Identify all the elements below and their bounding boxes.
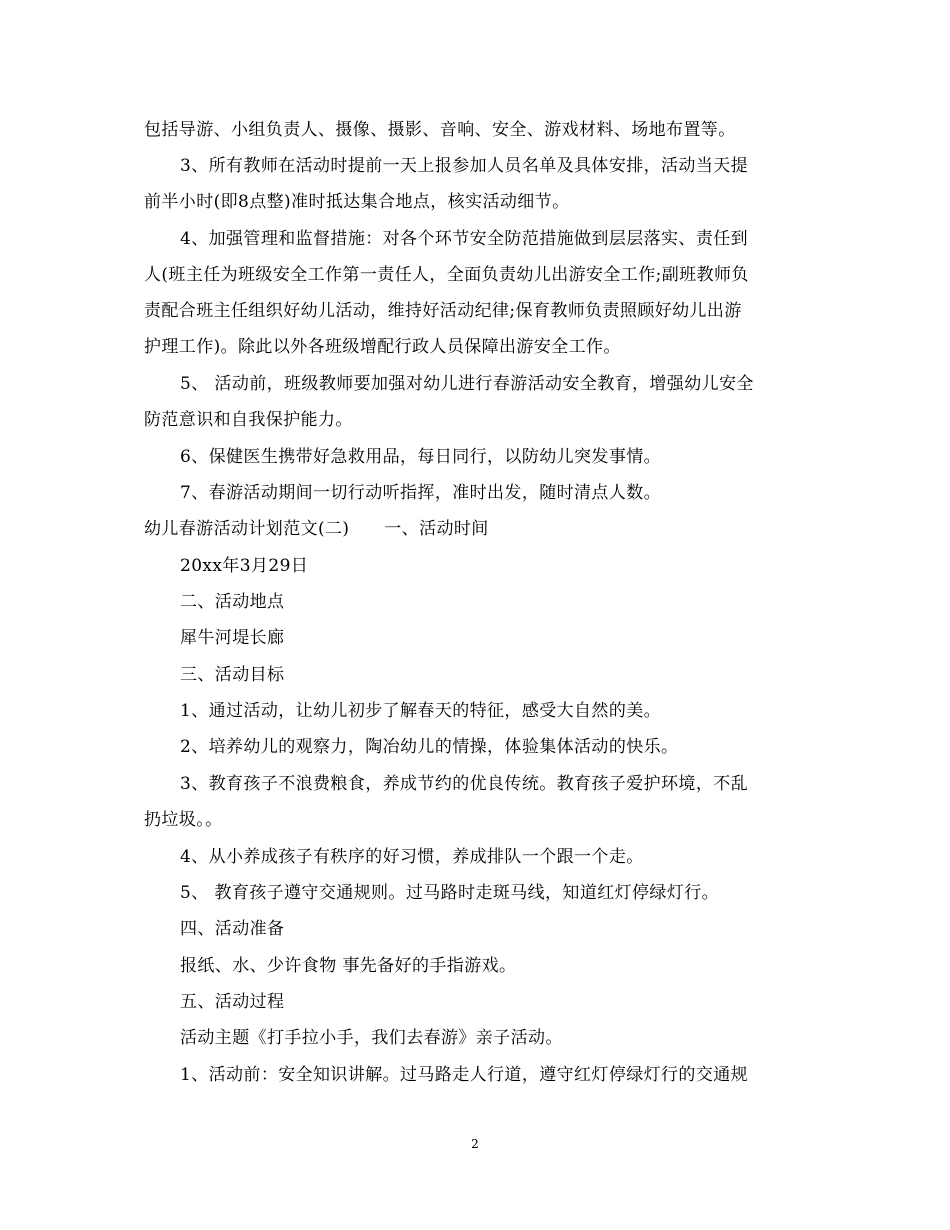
body-text-line: 6、保健医生携带好急救用品，每日同行，以防幼儿突发事情。 [180, 447, 662, 467]
body-text-line: 4、从小养成孩子有秩序的好习惯，养成排队一个跟一个走。 [180, 847, 644, 867]
body-text-line: 活动主题《打手拉小手，我们去春游》亲子活动。 [180, 1028, 563, 1048]
body-text-line: 2、培养幼儿的观察力，陶冶幼儿的情操，体验集体活动的快乐。 [180, 737, 679, 757]
body-text-line: 包括导游、小组负责人、摄像、摄影、音响、安全、游戏材料、场地布置等。 [144, 120, 736, 140]
body-text-line: 5、 活动前，班级教师要加强对幼儿进行春游活动安全教育，增强幼儿安全 [180, 374, 754, 394]
body-text-line: 防范意识和自我保护能力。 [144, 410, 353, 430]
body-text-line: 犀牛河堤长廊 [180, 628, 285, 648]
body-text-line: 20xx年3月29日 [180, 556, 309, 576]
body-text-line: 1、通过活动，让幼儿初步了解春天的特征，感受大自然的美。 [180, 701, 662, 721]
body-text-line: 扔垃圾。。 [144, 810, 223, 830]
body-text-line: 报纸、水、少许食物 事先备好的手指游戏。 [180, 956, 517, 976]
section-heading-line: 四、活动准备 [180, 919, 285, 939]
body-text-line: 人(班主任为班级安全工作第一责任人，全面负责幼儿出游安全工作;副班教师负 [144, 265, 749, 285]
body-text-line: 7、春游活动期间一切行动听指挥，准时出发，随时清点人数。 [180, 483, 662, 503]
body-text-line: 前半小时(即8点整)准时抵达集合地点，核实活动细节。 [144, 192, 570, 212]
section-heading-line: 二、活动地点 [180, 592, 285, 612]
body-text-line: 责配合班主任组织好幼儿活动，维持好活动纪律;保育教师负责照顾好幼儿出游 [144, 301, 742, 321]
body-text-line: 护理工作)。除此以外各班级增配行政人员保障出游安全工作。 [144, 337, 621, 357]
body-text-line: 5、 教育孩子遵守交通规则。过马路时走斑马线，知道红灯停绿灯行。 [180, 883, 720, 903]
section-heading-line: 五、活动过程 [180, 992, 285, 1012]
body-text-line: 1、活动前：安全知识讲解。过马路走人行道，遵守红灯停绿灯行的交通规 [180, 1065, 749, 1085]
section-heading-line: 三、活动目标 [180, 665, 285, 685]
body-text-line: 3、教育孩子不浪费粮食，养成节约的优良传统。教育孩子爱护环境，不乱 [180, 774, 749, 794]
body-text-line: 3、所有教师在活动时提前一天上报参加人员名单及具体安排，活动当天提 [180, 156, 749, 176]
body-text-line: 4、加强管理和监督措施：对各个环节安全防范措施做到层层落实、责任到 [180, 229, 749, 249]
section-heading-line: 幼儿春游活动计划范文(二) 一、活动时间 [144, 519, 489, 539]
page-number: 2 [471, 1137, 479, 1151]
